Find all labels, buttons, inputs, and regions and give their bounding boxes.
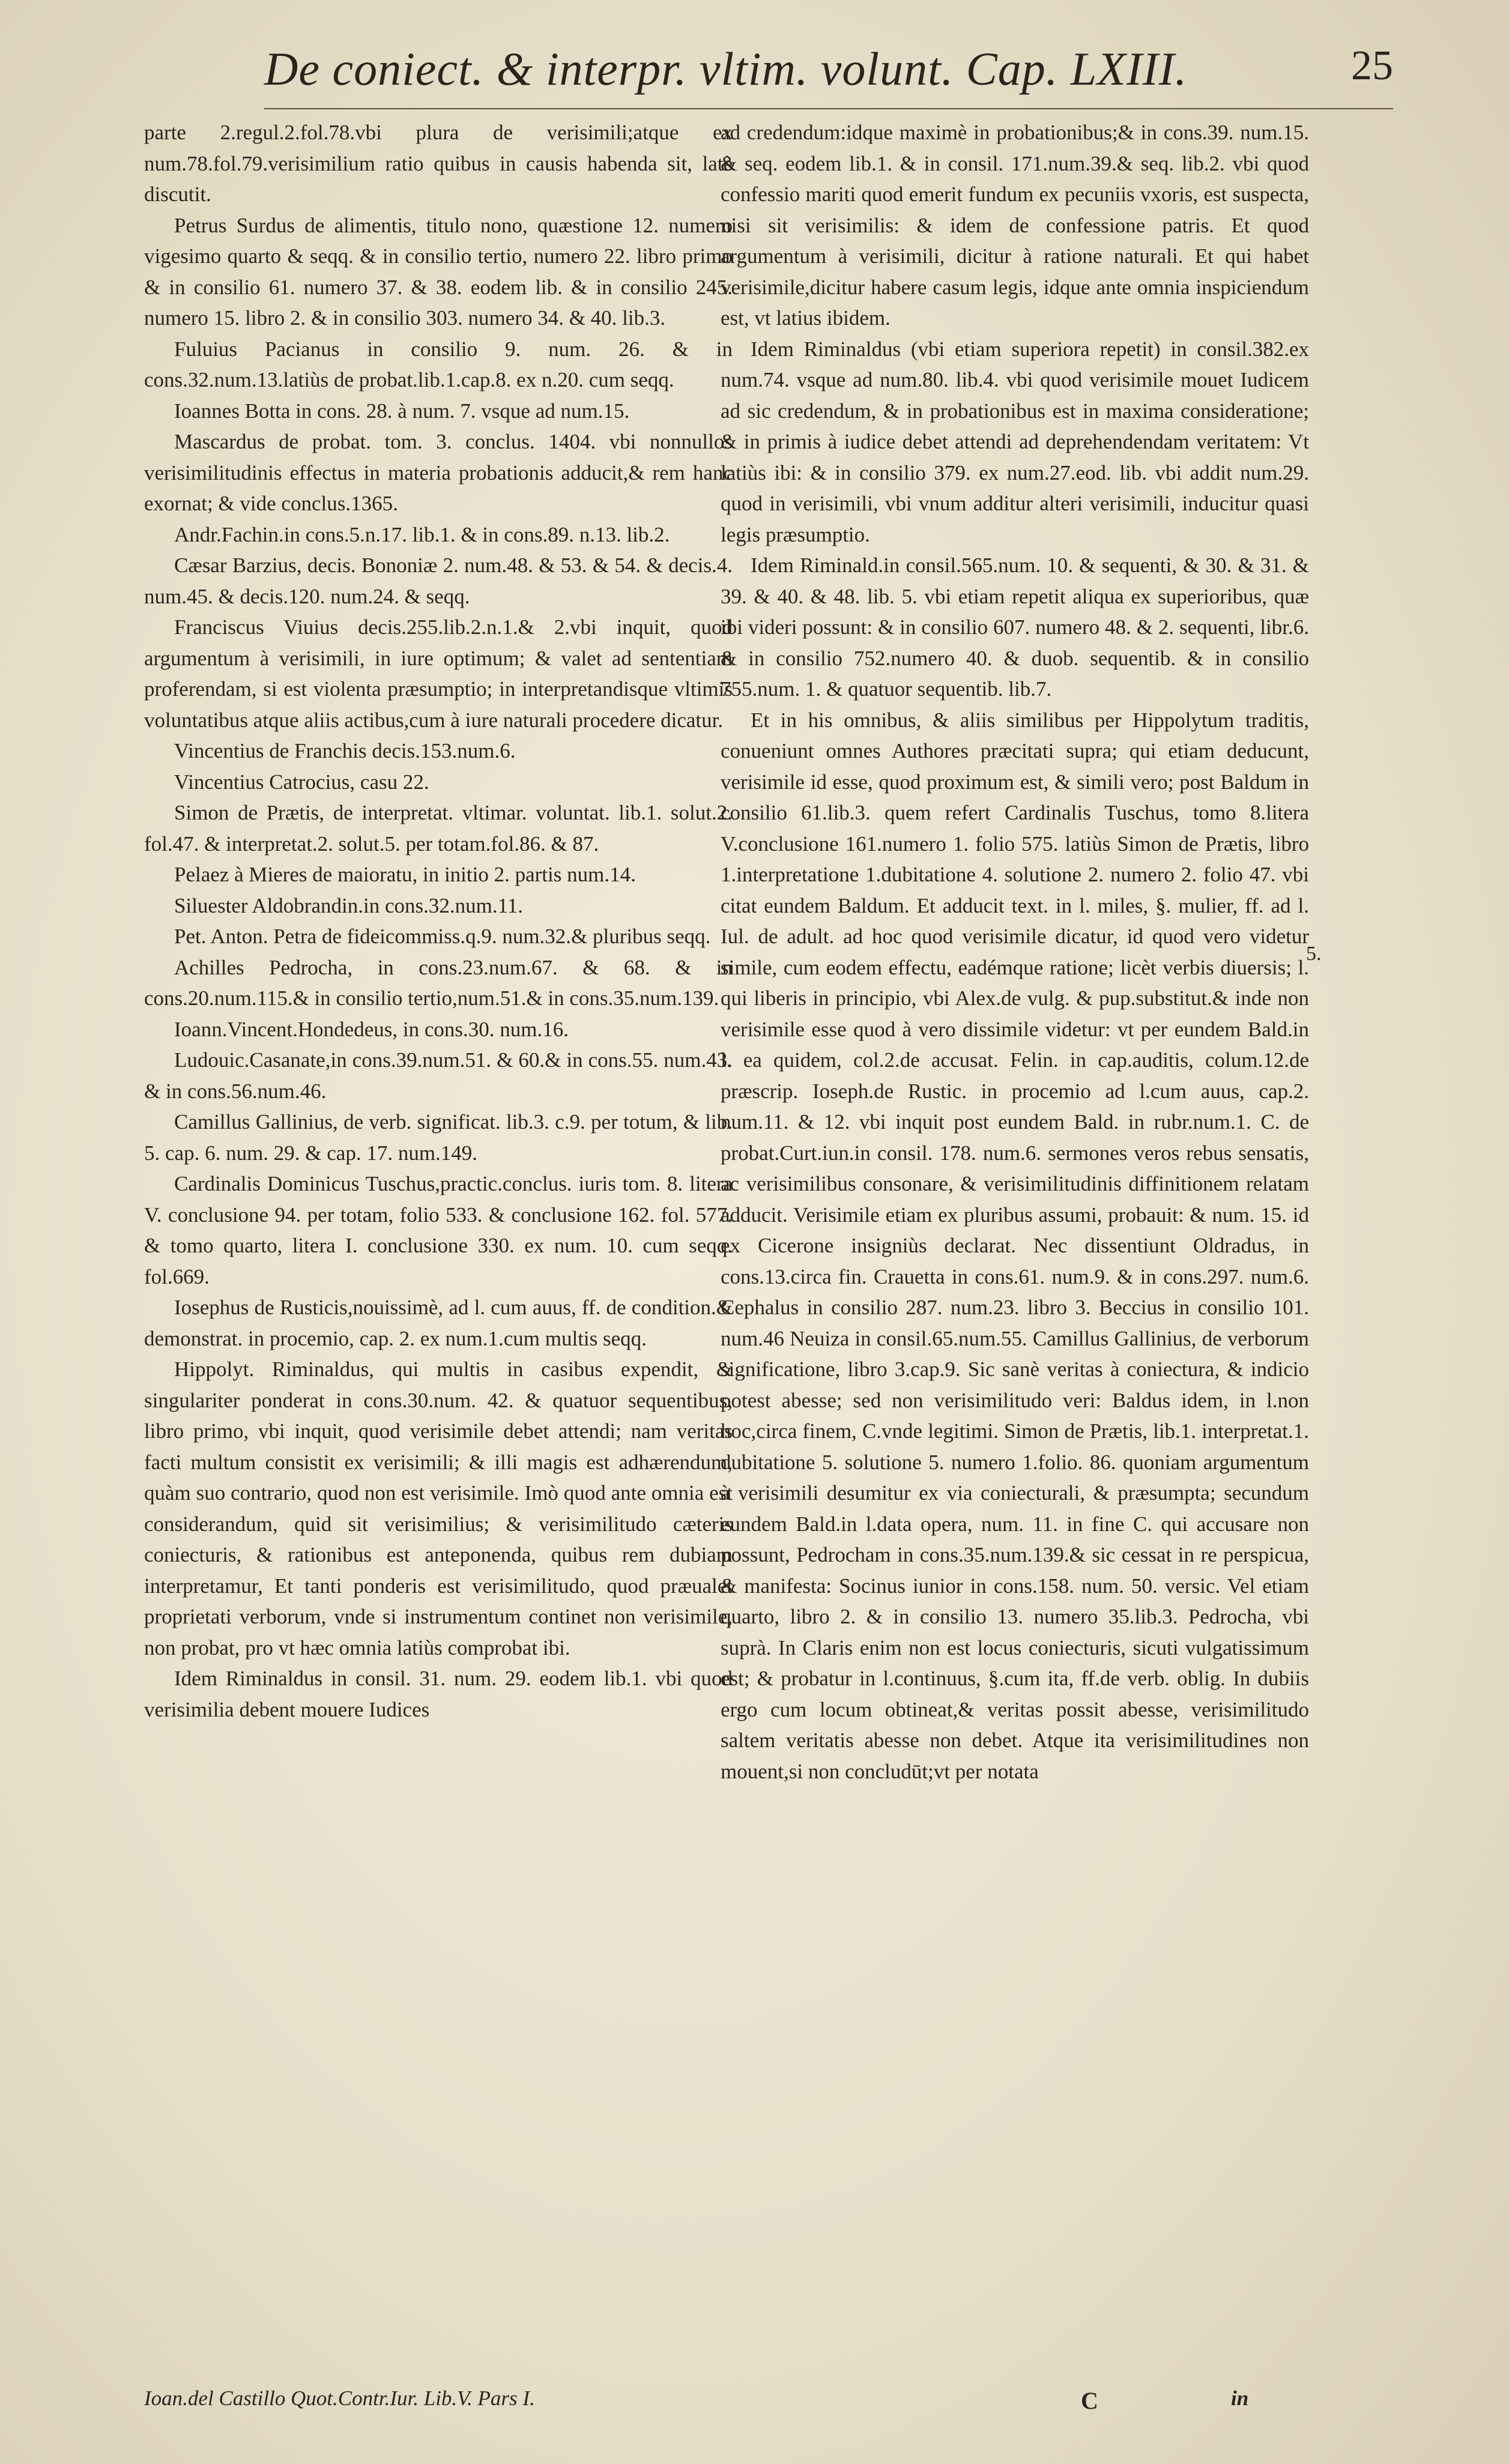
paragraph: Cæsar Barzius, decis. Bononiæ 2. num.48. & 53. & 54. & decis.4. num.45. & decis.120. num.24. & seqq. — [144, 554, 733, 608]
paragraph: Et in his omnibus, & aliis similibus per Hippolytum traditis, conueniunt omnes Authores præcitati supra; qui etiam deducunt, verisimile id esse, quod proximum est, & simili vero; post Baldum in consilio 61.lib.3. quem refert Cardinalis Tuschus, tomo 8.litera V.conclusione 161.numero 1. folio 575. latiùs Simon de Prætis, libro 1.interpretatione 1.dubitatione 4. solutione 2. numero 2. folio 47. vbi citat eundem Baldum. Et adducit text. in l. miles, §. mulier, ff. ad l. Iul. de adult. ad hoc quod verisimile dicatur, id quod vero videtur simile, cum eodem effectu, eadémque ratione; licèt verbis diuersis; l. qui liberis in principio, vbi Alex.de vulg. & pup.substitut.& inde non verisimile esse quod à vero dissimile videtur: vt per eundem Bald.in l. ea quidem, col.2.de accusat. Felin. in cap.auditis, colum.12.de præscrip. Ioseph.de Rustic. in procemio ad l.cum auus, cap.2. num.11. & 12. vbi inquit post eundem Bald. in rubr.num.1. C. de probat.Curt.iun.in consil. 178. num.6. sermones veros rebus sensatis, ac verisimilibus consonare, & verisimilitudinis diffinitionem relatam adducit. Verisimile etiam ex pluribus assumi, probauit: & num. 15. id ex Cicerone insigniùs declarat. Nec dissentiunt Oldradus, in cons.13.circa fin. Crauetta in cons.61. num.9. & in cons.297. num.6. Cephalus in consilio 287. num.23. libro 3. Beccius in consilio 101. num.46 Neuiza in consil.65.num.55. Camillus Gallinius, de verborum significatione, libro 3.cap.9. Sic sanè veritas à coniectura, & indicio potest abesse; sed non verisimilitudo veri: Baldus idem, in l.non hoc,circa finem, C.vnde legitimi. Simon de Prætis, lib.1. interpretat.1. dubitatione 5. solutione 5. numero 1.folio. 86. quoniam argumentum à verisimili desumitur ex via coniecturali, & præsumpta; secundum eundem Bald.in l.data opera, num. 11. in fine C. qui accusare non possunt, Pedrocham in cons.35.num.139.& sic cessat in re perspicua, & manifesta: Socinus iunior in cons.158. num. 50. versic. Vel etiam quarto, libro 2. & in consilio 13. numero 35.lib.3. Pedrocha, vbi suprà. In Claris enim non est locus coniecturis, sicuti vulgatissimum est; & probatur in l.continuus, §.cum ita, ff.de verb. oblig. In dubiis ergo cum locum obtineat,& veritas possit abesse, verisimilitudo saltem veritatis abesse non debet. Atque ita verisimilitudines non mouent,si non concludūt;vt per notata — [721, 708, 1309, 1783]
paragraph: Iosephus de Rusticis,nouissimè, ad l. cum auus, ff. de condition.& demonstrat. in procemio, cap. 2. ex num.1.cum multis seqq. — [144, 1296, 733, 1350]
right-column — [721, 117, 1309, 1787]
margin-note: 5. — [1306, 943, 1322, 965]
paragraph: Ioannes Botta in cons. 28. à num. 7. vsque ad num.15. — [174, 399, 630, 423]
paragraph: Franciscus Viuius decis.255.lib.2.n.1.& 2.vbi inquit, quod argumentum à verisimili, in iure optimum; & valet ad sententiam proferendam, si est violenta præsumptio; in interpretandisque vltimis voluntatibus atque aliis actibus,cum à iure naturali procedere dicatur. — [144, 615, 733, 732]
paragraph: Camillus Gallinius, de verb. significat. lib.3. c.9. per totum, & lib. 5. cap. 6. num. 29. & cap. 17. num.149. — [144, 1110, 733, 1165]
footer-title: Ioan.del Castillo Quot.Contr.Iur. Lib.V. Pars I. — [144, 2387, 535, 2410]
paragraph: Ludouic.Casanate,in cons.39.num.51. & 60.& in cons.55. num.43. & in cons.56.num.46. — [144, 1048, 733, 1103]
paragraph: Mascardus de probat. tom. 3. conclus. 1404. vbi nonnullos verisimilitudinis effectus in materia probationis adducit,& rem hanc exornat; & vide conclus.1365. — [144, 430, 733, 515]
paragraph: ad credendum:idque maximè in probationibus;& in cons.39. num.15. & seq. eodem lib.1. & in consil. 171.num.39.& seq. lib.2. vbi quod confessio mariti quod emerit fundum ex pecuniis vxoris, est suspecta, nisi sit verisimilis: & idem de confessione patris. Et quod argumentum à verisimili, dicitur à ratione naturali. Et qui habet verisimile,dicitur habere casum legis, idque ante omnia inspiciendum est, vt latius ibidem. — [721, 121, 1309, 330]
paragraph: Pelaez à Mieres de maioratu, in initio 2. partis num.14. — [174, 863, 636, 886]
paragraph: Idem Riminaldus in consil. 31. num. 29. eodem lib.1. vbi quod verisimilia debent mouere Iudices — [144, 1667, 733, 1721]
paragraph: Achilles Pedrocha, in cons.23.num.67. & 68. & in cons.20.num.115.& in consilio tertio,num.51.& in cons.35.num.139. — [144, 955, 733, 1010]
catchword: in — [1231, 2387, 1249, 2410]
paragraph: Ioann.Vincent.Hondedeus, in cons.30. num.16. — [174, 1017, 569, 1041]
paragraph: Hippolyt. Riminaldus, qui multis in casibus expendit, & singulariter ponderat in cons.30.num. 42. & quatuor sequentibus, libro primo, vbi inquit, quod verisimile debet attendi; nam veritas facti multum consistit ex verisimili; & illi magis est adhærendum, quàm suo contrario, quod non est verisimile. Imò quod ante omnia est considerandum, quid sit verisimilius; & verisimilitudo cæteris coniecturis, & rationibus est anteponenda, quibus rem dubiam interpretamur, Et tanti ponderis est verisimilitudo, quod præualet proprietati verborum, vnde si instrumentum continet non verisimile, non probat, pro vt hæc omnia latiùs comprobat ibi. — [144, 1357, 733, 1659]
paragraph: Simon de Prætis, de interpretat. vltimar. voluntat. lib.1. solut.2. fol.47. & interpretat.2. solut.5. per totam.fol.86. & 87. — [144, 801, 733, 856]
page-number: 25 — [1351, 43, 1393, 89]
running-title: De coniect. & interpr. vltim. volunt. Cap. LXIII. — [264, 43, 1188, 95]
paragraph: Vincentius de Franchis decis.153.num.6. — [174, 739, 516, 762]
paragraph: Siluester Aldobrandin.in cons.32.num.11. — [174, 893, 524, 917]
paragraph: parte 2.regul.2.fol.78.vbi plura de verisimili;atque ex num.78.fol.79.verisimilium ratio quibus in causis habenda sit, latè discutit. — [144, 121, 733, 206]
paragraph: Andr.Fachin.in cons.5.n.17. lib.1. & in cons.89. n.13. lib.2. — [174, 522, 670, 546]
paragraph: Fuluius Pacianus in consilio 9. num. 26. & in cons.32.num.13.latiùs de probat.lib.1.cap.8. ex n.20. cum seqq. — [144, 337, 733, 391]
paragraph: Idem Riminald.in consil.565.num. 10. & sequenti, & 30. & 31. & 39. & 40. & 48. lib. 5. vbi etiam repetit aliqua ex superioribus, quæ ibi videri possunt: & in consilio 607. numero 48. & 2. sequenti, libr.6. & in consilio 752.numero 40. & duob. sequentib. & in consilio 755.num. 1. & quatuor sequentib. lib.7. — [721, 554, 1309, 701]
left-column — [144, 117, 733, 1725]
running-header — [264, 42, 1393, 109]
signature-mark: C — [1081, 2387, 1098, 2414]
paragraph: Vincentius Catrocius, casu 22. — [174, 770, 429, 794]
paragraph: Idem Riminaldus (vbi etiam superiora repetit) in consil.382.ex num.74. vsque ad num.80. lib.4. vbi quod verisimile mouet Iudicem ad sic credendum, & in probationibus est in maxima consideratione; & in primis à iudice debet attendi ad deprehendendam veritatem: Vt latiùs ibi: & in consilio 379. ex num.27.eod. lib. vbi addit num.29. quod in verisimili, vbi vnum additur alteri verisimili, inducitur quasi legis præsumptio. — [721, 337, 1309, 546]
paragraph: Cardinalis Dominicus Tuschus,practic.conclus. iuris tom. 8. litera V. conclusione 94. per totam, folio 533. & conclusione 162. fol. 577. & tomo quarto, litera I. conclusione 330. ex num. 10. cum seqq. fol.669. — [144, 1172, 733, 1288]
paragraph: Pet. Anton. Petra de fideicommiss.q.9. num.32.& pluribus seqq. — [174, 925, 711, 948]
page-footer — [144, 2387, 1321, 2423]
paragraph: Petrus Surdus de alimentis, titulo nono, quæstione 12. numero vigesimo quarto & seqq. & in consilio tertio, numero 22. libro primo & in consilio 61. numero 37. & 38. eodem lib. & in consilio 245. numero 15. libro 2. & in consilio 303. numero 34. & 40. lib.3. — [144, 213, 733, 330]
